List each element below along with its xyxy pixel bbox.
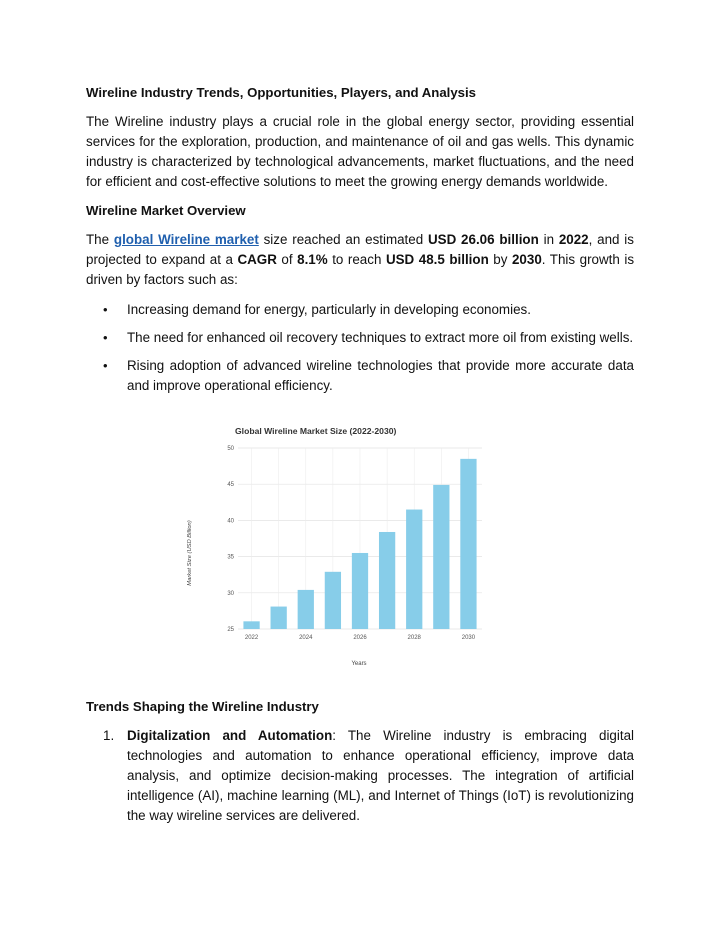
- bar-2030: [460, 459, 476, 629]
- trends-heading: Trends Shaping the Wireline Industry: [86, 699, 319, 714]
- x-axis-label: Years: [351, 661, 367, 667]
- list-item: • The need for enhanced oil recovery techniques to extract more oil from existing wells.: [86, 328, 634, 348]
- trends-list: [86, 726, 634, 826]
- trends-section: [86, 697, 634, 826]
- bullet-icon: •: [103, 330, 108, 345]
- overview-heading: Wireline Market Overview: [86, 203, 246, 218]
- global-wireline-market-link[interactable]: global Wireline market: [113, 232, 259, 247]
- intro-paragraph: The Wireline industry plays a crucial role in the global energy sector, providing essential services for the exploration, production, and maintenance of oil and gas wells. This dynamic industry is characterized by technological advancements, market fluctuations, and the need for efficient and cost-effective solutions to meet the growing energy demands worldwide.: [86, 114, 634, 189]
- x-tick-labels: [245, 635, 476, 641]
- bar-2027: [379, 532, 395, 629]
- bar-2025: [325, 572, 341, 629]
- bar-2022: [243, 621, 259, 629]
- y-tick-label: 45: [227, 482, 234, 489]
- y-tick-labels: [227, 446, 234, 633]
- x-tick-label: 2022: [244, 635, 259, 641]
- bar-2023: [271, 607, 287, 629]
- list-item: • Rising adoption of advanced wireline technologies that provide more accurate data and improve operational efficiency.: [103, 358, 634, 393]
- overview-paragraph: The global Wireline market size reached an estimated USD 26.06 billion in 2022, and is projected to expand at a CAGR of 8.1% to reach USD 48.5 billion by 2030. This growth is driven by factors such as:: [86, 232, 635, 287]
- list-number: 1.: [103, 728, 115, 743]
- document-body: [86, 83, 634, 404]
- list-item: • Increasing demand for energy, particularly in developing economies.: [86, 300, 634, 320]
- y-tick-label: 25: [227, 627, 234, 633]
- list-item: 1. Digitalization and Automation: The Wireline industry is embracing digital technologies and automation to enhance operational efficiency, improve data analysis, and optimize decision-making processes. The integration of artificial intelligence (AI), machine learning (ML), and Internet of Things (IoT) is revolutionizing the way wireline services are delivered.: [103, 728, 634, 823]
- y-tick-label: 50: [227, 446, 234, 452]
- bullet-icon: •: [103, 358, 108, 373]
- y-tick-label: 35: [227, 554, 234, 561]
- bar-2029: [433, 485, 449, 629]
- x-tick-label: 2030: [461, 635, 476, 641]
- y-tick-label: 40: [227, 518, 234, 525]
- market-size-chart-svg: [176, 413, 486, 673]
- y-axis-label: Market Size (USD Billion): [187, 520, 193, 586]
- document-title: Wireline Industry Trends, Opportunities, Players, and Analysis: [86, 85, 476, 100]
- market-size-chart: [176, 413, 486, 673]
- y-tick-label: 30: [227, 590, 234, 597]
- bar-2028: [406, 510, 422, 629]
- growth-factors-list: [86, 300, 634, 396]
- x-tick-label: 2028: [407, 635, 421, 641]
- bullet-icon: •: [103, 302, 108, 317]
- bar-2024: [298, 590, 314, 629]
- chart-title: Global Wireline Market Size (2022-2030): [235, 426, 397, 436]
- x-tick-label: 2026: [353, 635, 367, 641]
- bar-2026: [352, 553, 368, 629]
- x-tick-label: 2024: [299, 635, 313, 641]
